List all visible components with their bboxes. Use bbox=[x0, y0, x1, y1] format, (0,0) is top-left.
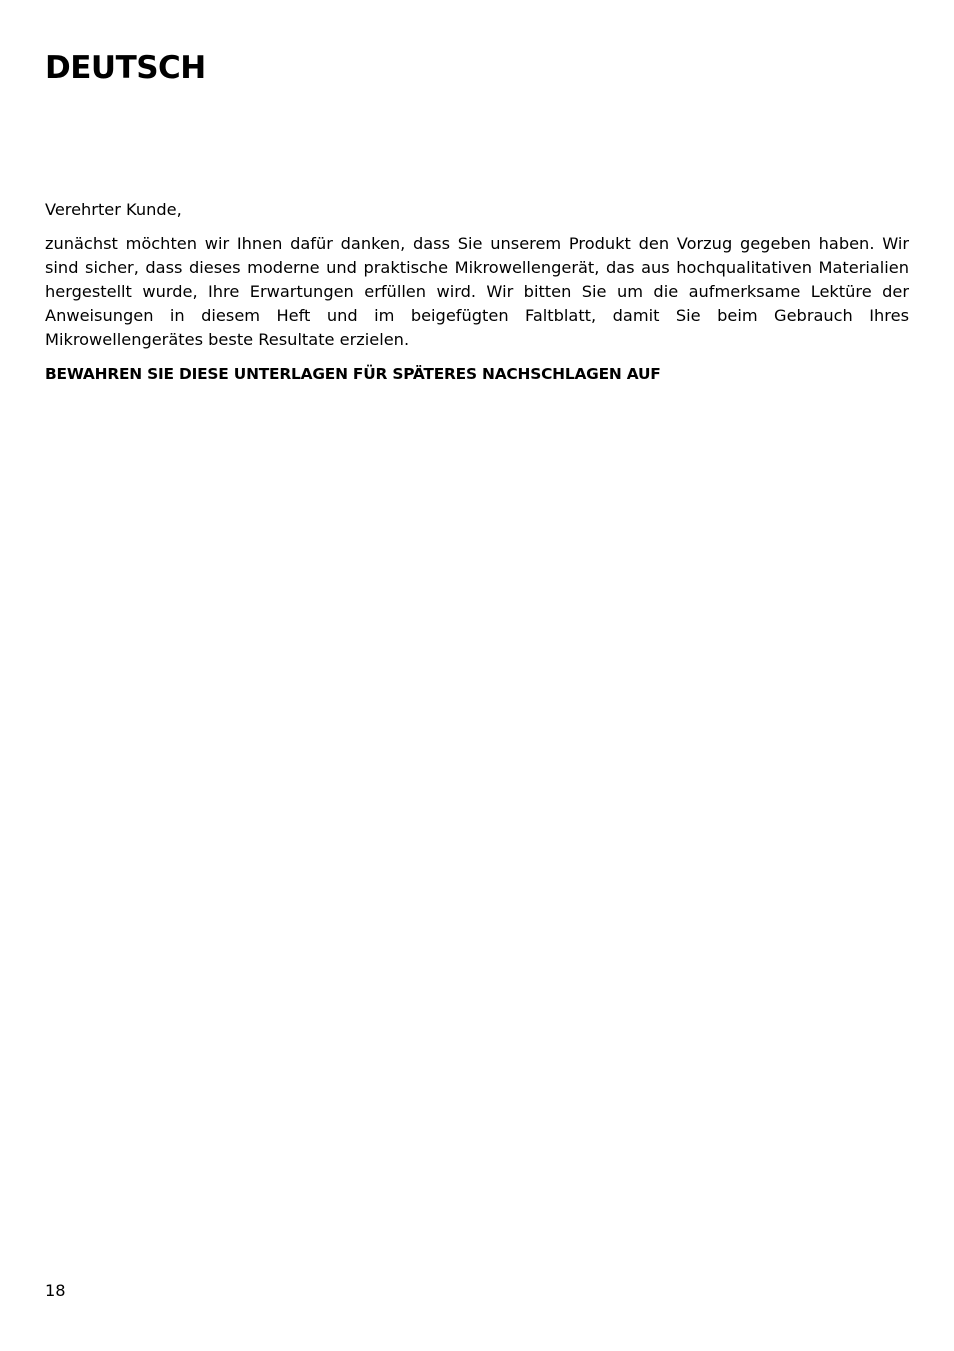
intro-paragraph: zunächst möchten wir Ihnen dafür danken, dass Sie unserem Produkt den Vorzug gegeben haben. Wir sind sicher, dass dieses moderne und praktische Mikrowellengerät, das aus hochqualitativen Materialien hergestellt wurde, Ihre Erwartungen erfüllen wird. Wir bitten Sie um die aufmerksame Lektüre der Anweisungen in diesem Heft und im beigefügten Faltblatt, damit Sie beim Gebrauch Ihres Mikrowellengerätes beste Resultate erzielen. bbox=[45, 234, 909, 349]
page-number: 18 bbox=[45, 1281, 66, 1300]
page-title: DEUTSCH bbox=[45, 50, 206, 86]
document-body bbox=[45, 198, 909, 386]
salutation: Verehrter Kunde, bbox=[45, 200, 182, 219]
keep-instructions-notice: BEWAHREN SIE DIESE UNTERLAGEN FÜR SPÄTERES NACHSCHLAGEN AUF bbox=[45, 365, 661, 383]
